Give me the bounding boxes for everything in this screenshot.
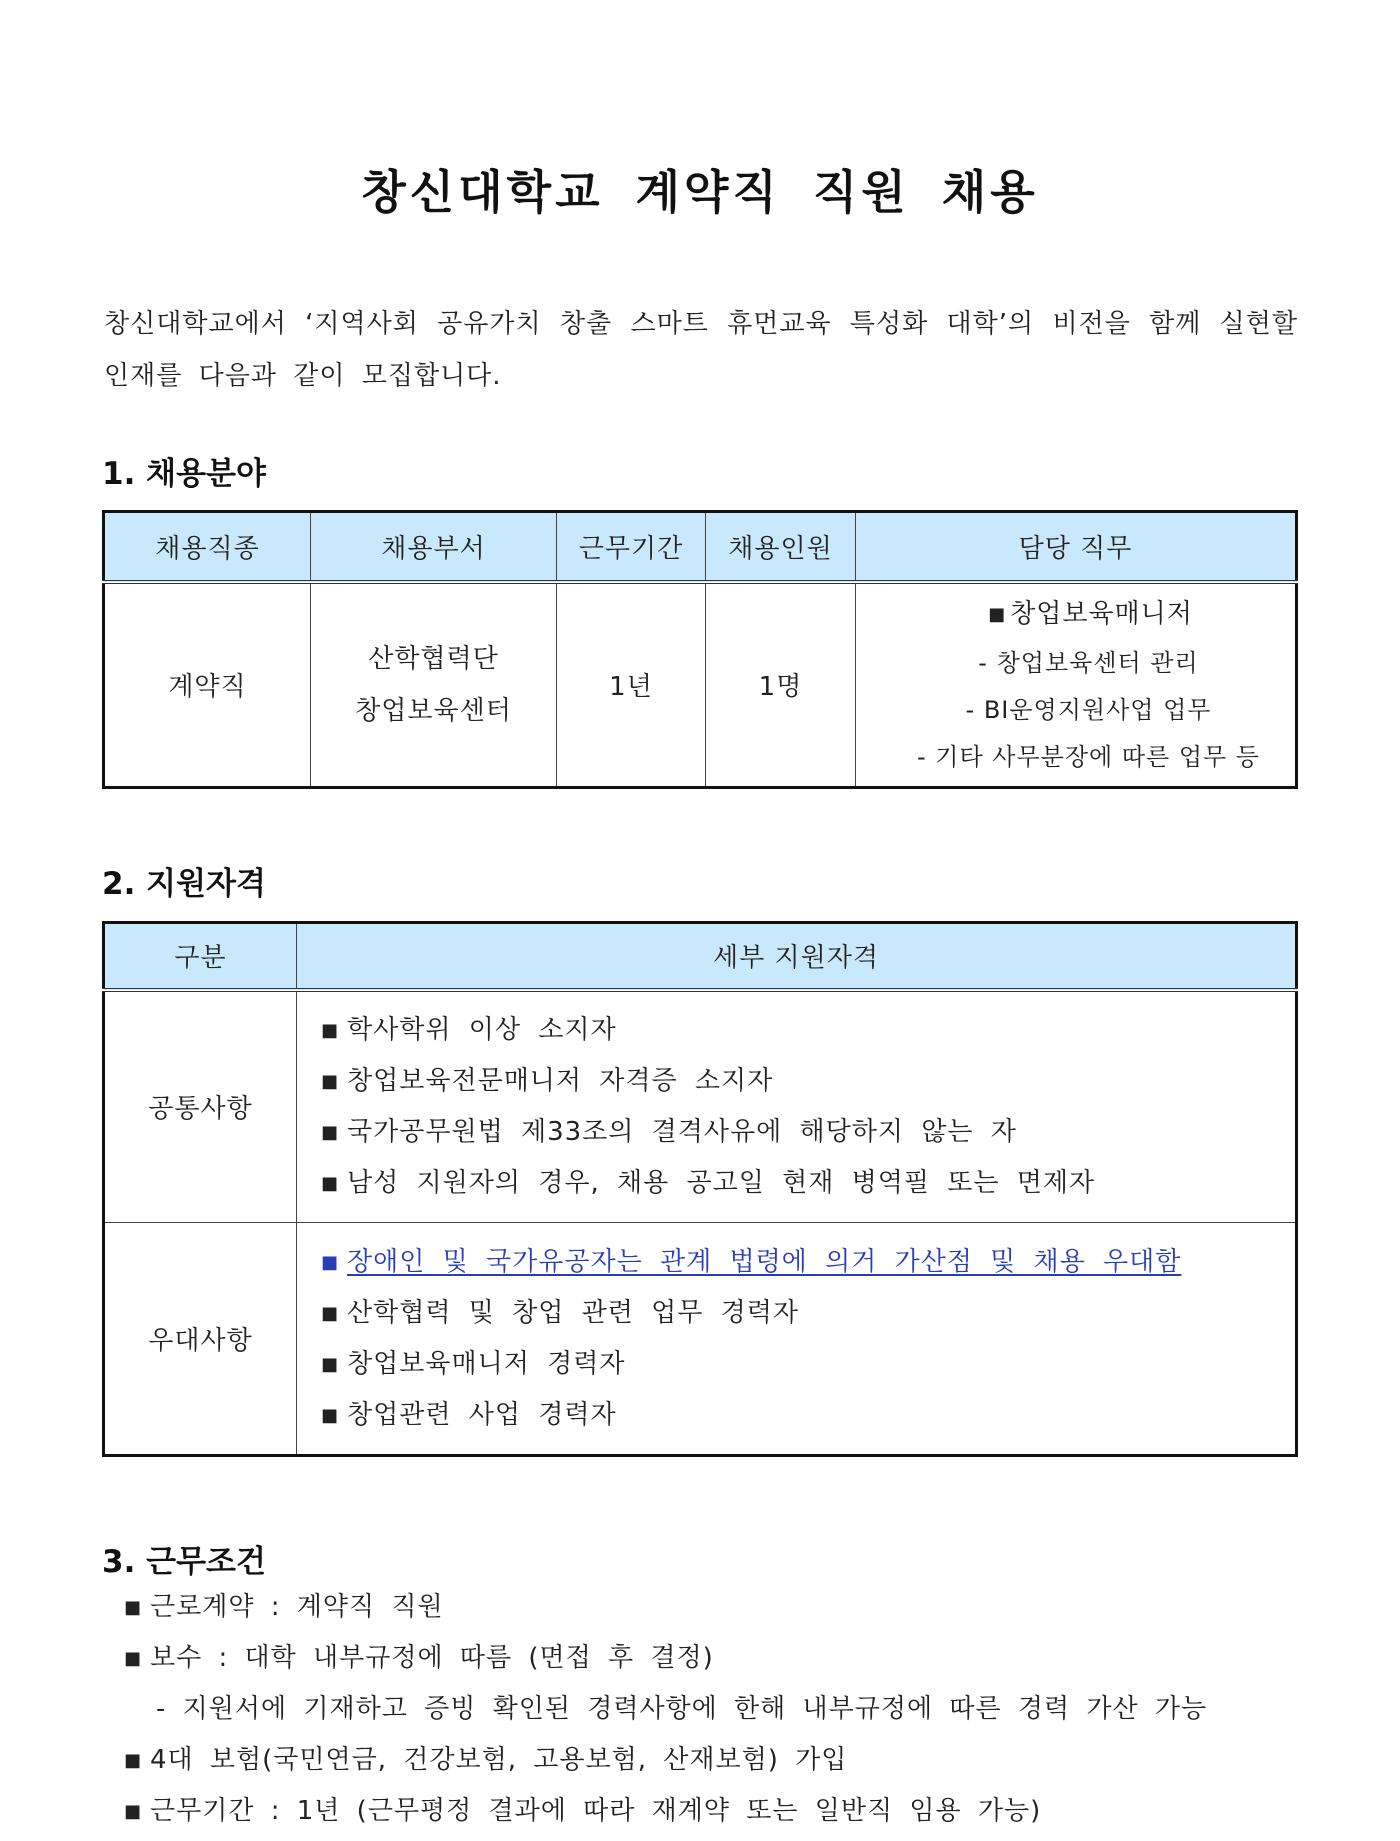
recruitment-field-table xyxy=(102,510,1298,789)
intro-paragraph: 창신대학교에서 ‘지역사회 공유가치 창출 스마트 휴먼교육 특성화 대학’의 비전을 함께 실현할 인재를 다음과 같이 모집합니다. xyxy=(104,309,1298,391)
square-bullet-icon: ■ xyxy=(124,1750,143,1771)
square-bullet-icon: ■ xyxy=(124,1648,143,1669)
list-item-highlighted: ■ 장애인 및 국가유공자는 관계 법령에 의거 가산점 및 채용 우대함 xyxy=(321,1237,1295,1288)
list-item: ■ 남성 지원자의 경우, 채용 공고일 현재 병역필 또는 면제자 xyxy=(321,1158,1295,1209)
table-header-row xyxy=(104,923,1297,990)
column-header: 채용부서 xyxy=(311,512,557,582)
list-item: ■ 근로계약 : 계약직 직원 xyxy=(124,1582,1294,1633)
list-item: ■ 국가공무원법 제33조의 결격사유에 해당하지 않는 자 xyxy=(321,1107,1295,1158)
duty-sub-item: - 창업보육센터 관리 xyxy=(978,648,1199,677)
list-item: ■ 근무기간 : 1년 (근무평정 결과에 따라 재계약 또는 일반직 임용 가능) xyxy=(124,1786,1294,1837)
department-line: 창업보육센터 xyxy=(355,695,512,726)
square-bullet-icon: ■ xyxy=(321,1251,340,1273)
qualifications-table xyxy=(102,921,1298,1457)
duty-cell xyxy=(856,582,1297,788)
column-header: 세부 지원자격 xyxy=(297,923,1297,990)
duty-sub-item: - BI운영지원사업 업무 xyxy=(965,695,1212,724)
column-header: 담당 직무 xyxy=(856,512,1297,582)
list-item: ■ 창업관련 사업 경력자 xyxy=(321,1390,1295,1441)
list-item: ■ 학사학위 이상 소지자 xyxy=(321,1005,1295,1056)
list-item: ■ 산학협력 및 창업 관련 업무 경력자 xyxy=(321,1288,1295,1339)
job-type-cell: 계약직 xyxy=(104,582,311,788)
department-line: 산학협력단 xyxy=(368,643,499,674)
working-conditions-list xyxy=(124,1582,1294,1837)
duty-sub-item: - 기타 사무분장에 따른 업무 등 xyxy=(916,742,1260,771)
square-bullet-icon: ■ xyxy=(988,603,1007,625)
square-bullet-icon: ■ xyxy=(321,1404,340,1426)
column-header: 구분 xyxy=(104,923,297,990)
list-item: ■ 4대 보험(국민연금, 건강보험, 고용보험, 산재보험) 가입 xyxy=(124,1735,1294,1786)
section-heading-working-conditions: 3. 근무조건 xyxy=(102,1544,266,1580)
square-bullet-icon: ■ xyxy=(124,1597,143,1618)
square-bullet-icon: ■ xyxy=(321,1121,340,1143)
column-header: 근무기간 xyxy=(557,512,706,582)
list-item: ■ 창업보육매니저 경력자 xyxy=(321,1339,1295,1390)
table-row xyxy=(104,1223,1297,1456)
duty-main-item: ■ 창업보육매니저 xyxy=(882,589,1295,640)
square-bullet-icon: ■ xyxy=(321,1353,340,1375)
square-bullet-icon: ■ xyxy=(321,1070,340,1092)
list-item: ■ 창업보육전문매니저 자격증 소지자 xyxy=(321,1056,1295,1107)
square-bullet-icon: ■ xyxy=(321,1302,340,1324)
section-heading-recruitment-field: 1. 채용분야 xyxy=(102,456,266,492)
period-cell: 1년 xyxy=(557,582,706,788)
department-cell xyxy=(311,582,557,788)
category-cell-common: 공통사항 xyxy=(104,990,297,1223)
column-header: 채용직종 xyxy=(104,512,311,582)
table-row xyxy=(104,582,1297,788)
headcount-cell: 1명 xyxy=(706,582,856,788)
category-cell-preferred: 우대사항 xyxy=(104,1223,297,1456)
section-heading-qualifications: 2. 지원자격 xyxy=(102,866,266,902)
square-bullet-icon: ■ xyxy=(124,1801,143,1822)
list-sub-note: - 지원서에 기재하고 증빙 확인된 경력사항에 한해 내부규정에 따른 경력 가산 가능 xyxy=(156,1694,1208,1724)
square-bullet-icon: ■ xyxy=(321,1019,340,1041)
common-requirements-cell xyxy=(297,990,1297,1223)
column-header: 채용인원 xyxy=(706,512,856,582)
table-row xyxy=(104,990,1297,1223)
list-item: ■ 보수 : 대학 내부규정에 따름 (면접 후 결정) xyxy=(124,1633,1294,1684)
square-bullet-icon: ■ xyxy=(321,1172,340,1194)
page-title: 창신대학교 계약직 직원 채용 xyxy=(361,165,1039,219)
preferred-requirements-cell xyxy=(297,1223,1297,1456)
table-header-row xyxy=(104,512,1297,582)
